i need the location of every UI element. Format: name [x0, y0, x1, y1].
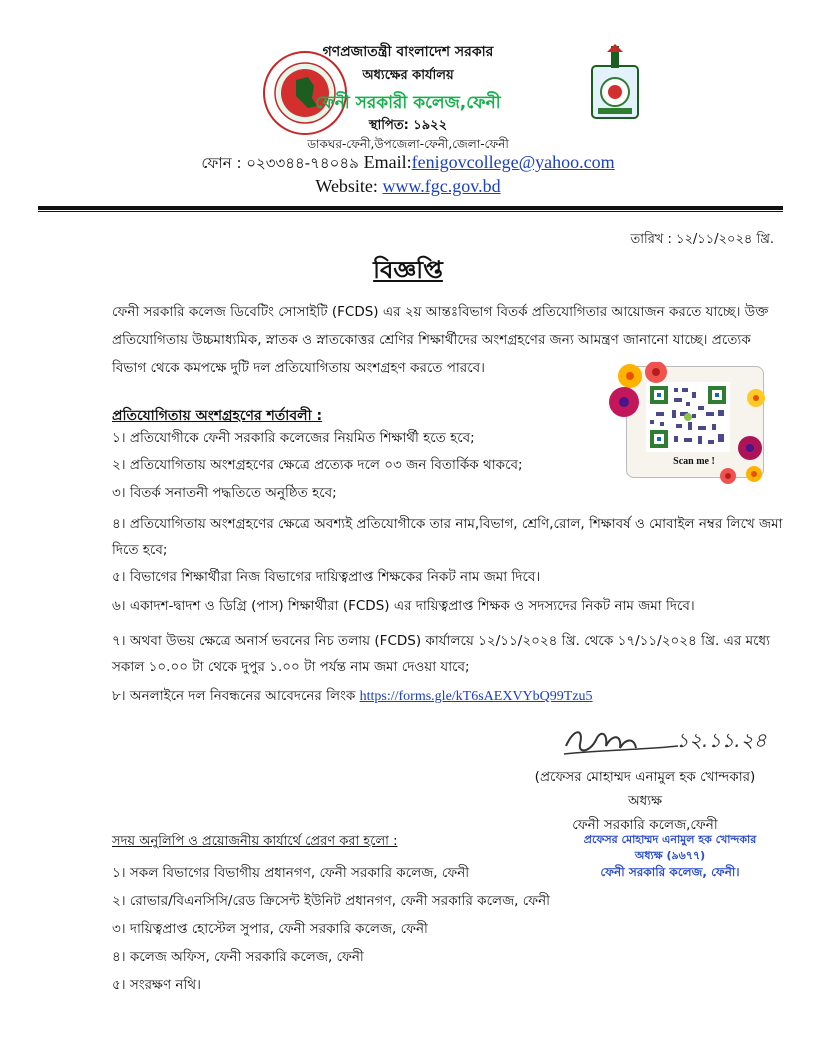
government-name: গণপ্রজাতন্ত্রী বাংলাদেশ সরকার	[322, 44, 494, 60]
notice-date: তারিখ : ১২/১১/২০২৪ খ্রি.	[630, 232, 774, 247]
college-address: ডাকঘর-ফেনী,উপজেলা-ফেনী,জেলা-ফেনী	[307, 137, 509, 151]
signatory-college: ফেনী সরকারি কলেজ,ফেনী	[572, 817, 718, 833]
copy-item-4: ৪। কলেজ অফিস, ফেনী সরকারি কলেজ, ফেনী	[112, 949, 364, 965]
qr-caption: Scan me !	[673, 456, 715, 467]
copies-title: সদয় অনুলিপি ও প্রয়োজনীয় কার্যার্থে প্রেরণ করা হলো :	[112, 834, 398, 849]
registration-form-link[interactable]: https://forms.gle/kT6sAEXVYbQ99Tzu5	[359, 689, 593, 704]
notice-paragraph: ফেনী সরকারি কলেজ ডিবেটিং সোসাইটি (FCDS) এর ২য় আন্তঃবিভাগ বিতর্ক প্রতিযোগিতার আয়োজন করতে যাচ্ছে। উক্ত প্রতিযোগিতায় উচ্চমাধ্যমিক, স্নাতক ও স্নাতকোত্তর শ্রেণির শিক্ষার্থীদের অংশগ্রহণের জন্য আমন্ত্রণ জানানো যাচ্ছে। প্রত্যেক বিভাগ থেকে কমপক্ষে দুটি দল প্রতিযোগিতায় অংশগ্রহণ করতে পারবে।	[112, 304, 769, 376]
notice-title: বিজ্ঞপ্তি	[373, 256, 443, 284]
header-divider	[38, 206, 783, 210]
terms-title: প্রতিযোগিতায় অংশগ্রহণের শর্তাবলী :	[112, 408, 323, 424]
term-item-5: ৫। বিভাগের শিক্ষার্থীরা নিজ বিভাগের দায়িত্বপ্রাপ্ত শিক্ষকের নিকট নাম জমা দিবে।	[112, 569, 541, 585]
email-label: Email:	[363, 152, 412, 172]
website-link[interactable]: www.fgc.gov.bd	[382, 176, 501, 196]
college-name: ফেনী সরকারী কলেজ,ফেনী	[315, 93, 501, 113]
term-item-7: ৭। অথবা উভয় ক্ষেত্রে অনার্স ভবনের নিচ তলায় (FCDS) কার্যালয়ে ১২/১১/২০২৪ খ্রি. থেকে ১৭/১১/২০২৪ খ্রি. এর মধ্যে সকাল ১০.০০ টা থেকে দুপুর ১.০০ টা পর্যন্ত নাম জমা দেওয়া যাবে;	[112, 633, 770, 675]
stamp-designation: অধ্যক্ষ (৯৬৭৭)	[634, 849, 706, 862]
term-item-8-label: ৮। অনলাইনে দল নিবন্ধনের আবেদনের লিংক	[112, 688, 356, 704]
term-item-4: ৪। প্রতিযোগিতায় অংশগ্রহণের ক্ষেত্রে অবশ্যই প্রতিযোগীকে তার নাম,বিভাগ, শ্রেণি,রোল, শিক্ষাবর্ষ ও মোবাইল নম্বর লিখে জমা দিতে হবে;	[112, 516, 783, 558]
stamp-name: প্রফেসর মোহাম্মদ এনামুল হক খোন্দকার	[583, 833, 757, 846]
office-name: অধ্যক্ষের কার্যালয়	[362, 68, 454, 83]
signatory-designation: অধ্যক্ষ	[627, 793, 663, 809]
official-stamp	[570, 832, 770, 880]
stamp-college: ফেনী সরকারি কলেজ, ফেনী।	[600, 865, 740, 879]
copy-item-2: ২। রোভার/বিএনসিসি/রেড ক্রিসেন্ট ইউনিট প্রধানগণ, ফেনী সরকারি কলেজ, ফেনী	[112, 893, 551, 909]
copy-item-3: ৩। দায়িত্বপ্রাপ্ত হোস্টেল সুপার, ফেনী সরকারি কলেজ, ফেনী	[112, 921, 428, 937]
term-item-3: ৩। বিতর্ক সনাতনী পদ্ধতিতে অনুষ্ঠিত হবে;	[112, 485, 337, 501]
signatory-name: (প্রফেসর মোহাম্মদ এনামুল হক খোন্দকার)	[534, 769, 756, 785]
copy-item-5: ৫। সংরক্ষণ নথি।	[112, 977, 201, 993]
contact-line	[0, 152, 816, 177]
term-item-2: ২। প্রতিযোগিতায় অংশগ্রহণের ক্ষেত্রে প্রত্যেক দলে ০৩ জন বিতার্কিক থাকবে;	[112, 457, 523, 473]
term-item-1: ১। প্রতিযোগীকে ফেনী সরকারি কলেজের নিয়মিত শিক্ষার্থী হতে হবে;	[112, 430, 475, 446]
header-divider-thin	[38, 211, 783, 212]
copy-item-1: ১। সকল বিভাগের বিভাগীয় প্রধানগণ, ফেনী সরকারি কলেজ, ফেনী	[112, 865, 470, 881]
website-label: Website:	[315, 176, 378, 196]
email-link[interactable]: fenigovcollege@yahoo.com	[411, 152, 615, 172]
term-item-6: ৬। একাদশ-দ্বাদশ ও ডিগ্রি (পাস) শিক্ষার্থীরা (FCDS) এর দায়িত্বপ্রাপ্ত শিক্ষক ও সদস্যদের নিকট নাম জমা দিবে।	[112, 598, 695, 614]
website-line	[0, 176, 816, 197]
established-year: স্থাপিত: ১৯২২	[368, 118, 448, 133]
phone-number: ফোন : ০২৩৩৪৪-৭৪০৪৯	[201, 154, 359, 172]
term-item-8	[112, 686, 792, 707]
handwritten-date: ১২.১১.২৪	[676, 728, 767, 752]
